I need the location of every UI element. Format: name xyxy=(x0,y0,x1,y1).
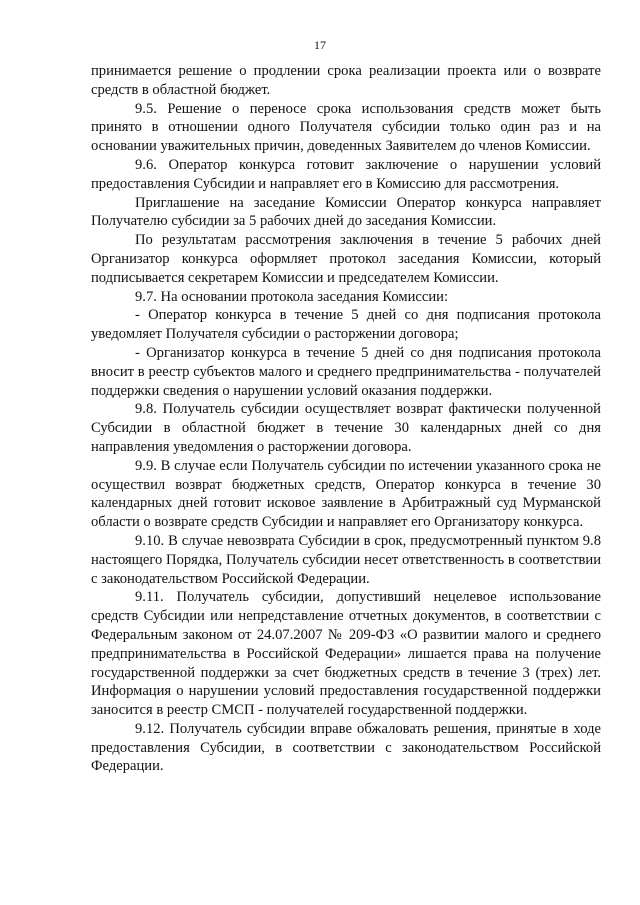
paragraph: - Организатор конкурса в течение 5 дней со дня подписания протокола вносит в реестр субъектов малого и среднего предпринимательства - получателей поддержки сведения о нарушении условий оказания поддержки. xyxy=(91,344,601,399)
paragraph: принимается решение о продлении срока реализации проекта или о возврате средств в областной бюджет. xyxy=(91,63,601,98)
paragraph: 9.11. Получатель субсидии, допустивший нецелевое использование средств Субсидии или непредставление отчетных документов, в соответствии с Федеральным законом от 24.07.2007 № 209-ФЗ «О развитии малого и среднего предпринимательства в Российской Федерации» лишается права на получение государственной поддержки за счет бюджетных средств в течение 3 (трех) лет. Информация о нарушении условий предоставления государственной поддержки заносится в реестр СМСП - получателей государственной поддержки. xyxy=(91,589,601,719)
paragraph: 9.10. В случае невозврата Субсидии в срок, предусмотренный пунктом 9.8 настоящего Порядка, Получатель субсидии несет ответственность в соответствии с законодательством Российской Федерации. xyxy=(91,532,601,587)
paragraph: 9.5. Решение о переносе срока использования средств может быть принято в отношении одного Получателя субсидии только один раз и на основании уважительных причин, доведенных Заявителем до членов Комиссии. xyxy=(91,100,601,155)
paragraph: 9.7. На основании протокола заседания Комиссии: xyxy=(135,288,449,305)
paragraph: 9.8. Получатель субсидии осуществляет возврат фактически полученной Субсидии в областной бюджет в течение 30 календарных дней со дня направления уведомления о расторжении договора. xyxy=(91,401,601,455)
paragraph: 9.9. В случае если Получатель субсидии по истечении указанного срока не осуществил возврат бюджетных средств, Оператор конкурса в течение 30 календарных дней готовит исковое заявление в Арбитражный суд Мурманской области о возврате средств Субсидии и направляет его Организатору конкурса. xyxy=(91,457,601,531)
paragraph: 9.6. Оператор конкурса готовит заключение о нарушении условий предоставления Субсидии и направляет его в Комиссию для рассмотрения. xyxy=(91,156,601,192)
paragraph: Приглашение на заседание Комиссии Оператор конкурса направляет Получателю субсидии за 5 рабочих дней до заседания Комиссии. xyxy=(91,194,601,230)
document-body xyxy=(91,62,601,776)
paragraph: 9.12. Получатель субсидии вправе обжаловать решения, принятые в ходе предоставления Субсидии, в соответствии с законодательством Российской Федерации. xyxy=(91,720,601,775)
page-number: 17 xyxy=(314,38,326,52)
paragraph: По результатам рассмотрения заключения в течение 5 рабочих дней Организатор конкурса оформляет протокол заседания Комиссии, который подписывается секретарем Комиссии и председателем Комиссии. xyxy=(91,232,601,286)
paragraph: - Оператор конкурса в течение 5 дней со дня подписания протокола уведомляет Получателя субсидии о расторжении договора; xyxy=(91,307,601,343)
